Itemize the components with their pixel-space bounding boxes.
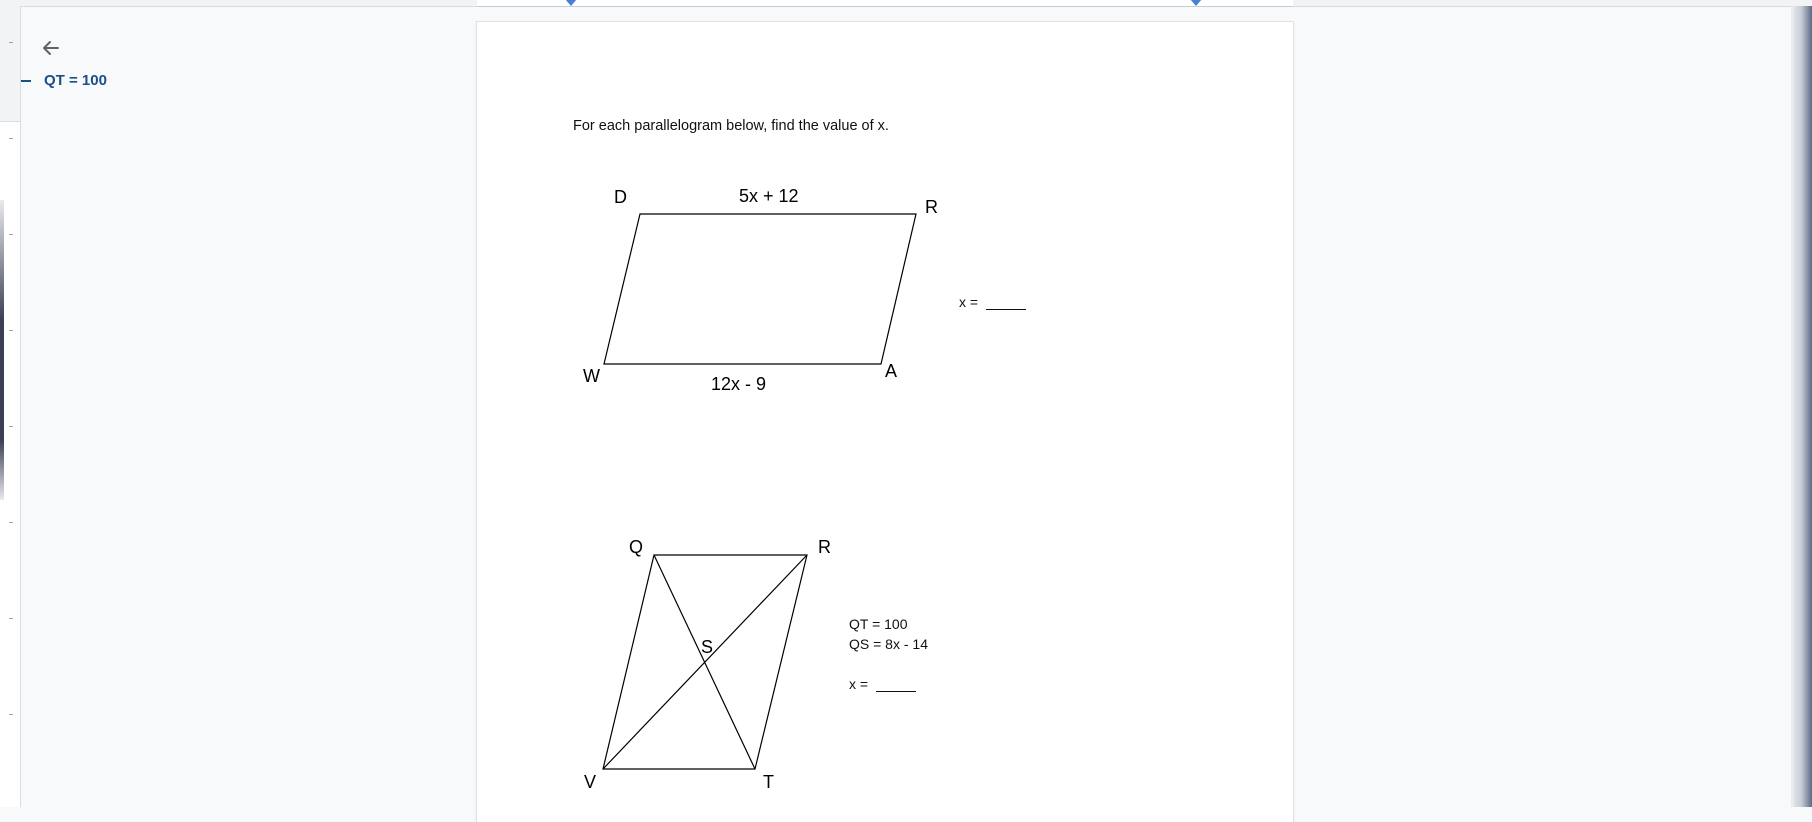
right-indent-marker[interactable] bbox=[1190, 0, 1202, 6]
given-qs: QS = 8x - 14 bbox=[849, 636, 928, 652]
vertex-label-w: W bbox=[583, 366, 600, 386]
vertex-label-a: A bbox=[885, 361, 898, 381]
vertex-label-v: V bbox=[584, 772, 597, 792]
left-indent-marker[interactable] bbox=[565, 0, 577, 6]
ruler-margin-area bbox=[0, 6, 20, 122]
outline-item-label: QT = 100 bbox=[44, 72, 107, 89]
answer-line-2 bbox=[849, 676, 916, 692]
ruler-page-area bbox=[477, 0, 1293, 7]
close-outline-button[interactable] bbox=[37, 34, 65, 62]
vertex-label-r2: R bbox=[818, 537, 831, 557]
window-edge bbox=[0, 200, 4, 500]
vertex-label-t: T bbox=[763, 772, 774, 792]
instruction-text: For each parallelogram below, find the value of x. bbox=[573, 118, 889, 134]
document-outline-panel bbox=[21, 6, 291, 807]
outline-dash-indicator bbox=[21, 80, 31, 82]
arrow-left-icon bbox=[41, 38, 61, 58]
answer-blank[interactable] bbox=[876, 679, 916, 692]
answer-label: x = bbox=[849, 676, 872, 692]
side-label-bottom: 12x - 9 bbox=[711, 374, 767, 394]
document-page[interactable] bbox=[477, 22, 1293, 822]
vertex-label-d: D bbox=[614, 187, 627, 207]
answer-label: x = bbox=[959, 294, 982, 310]
diagonal-rv bbox=[603, 555, 807, 769]
side-label-top: 5x + 12 bbox=[739, 186, 799, 206]
given-qt: QT = 100 bbox=[849, 616, 908, 632]
desktop-backdrop bbox=[1794, 6, 1812, 807]
vertex-label-q: Q bbox=[629, 537, 644, 557]
outline-item-heading[interactable] bbox=[21, 72, 107, 89]
vertex-label-r: R bbox=[925, 197, 938, 217]
parallelogram-qrtv-figure bbox=[477, 22, 1293, 822]
center-label-s: S bbox=[701, 637, 714, 657]
